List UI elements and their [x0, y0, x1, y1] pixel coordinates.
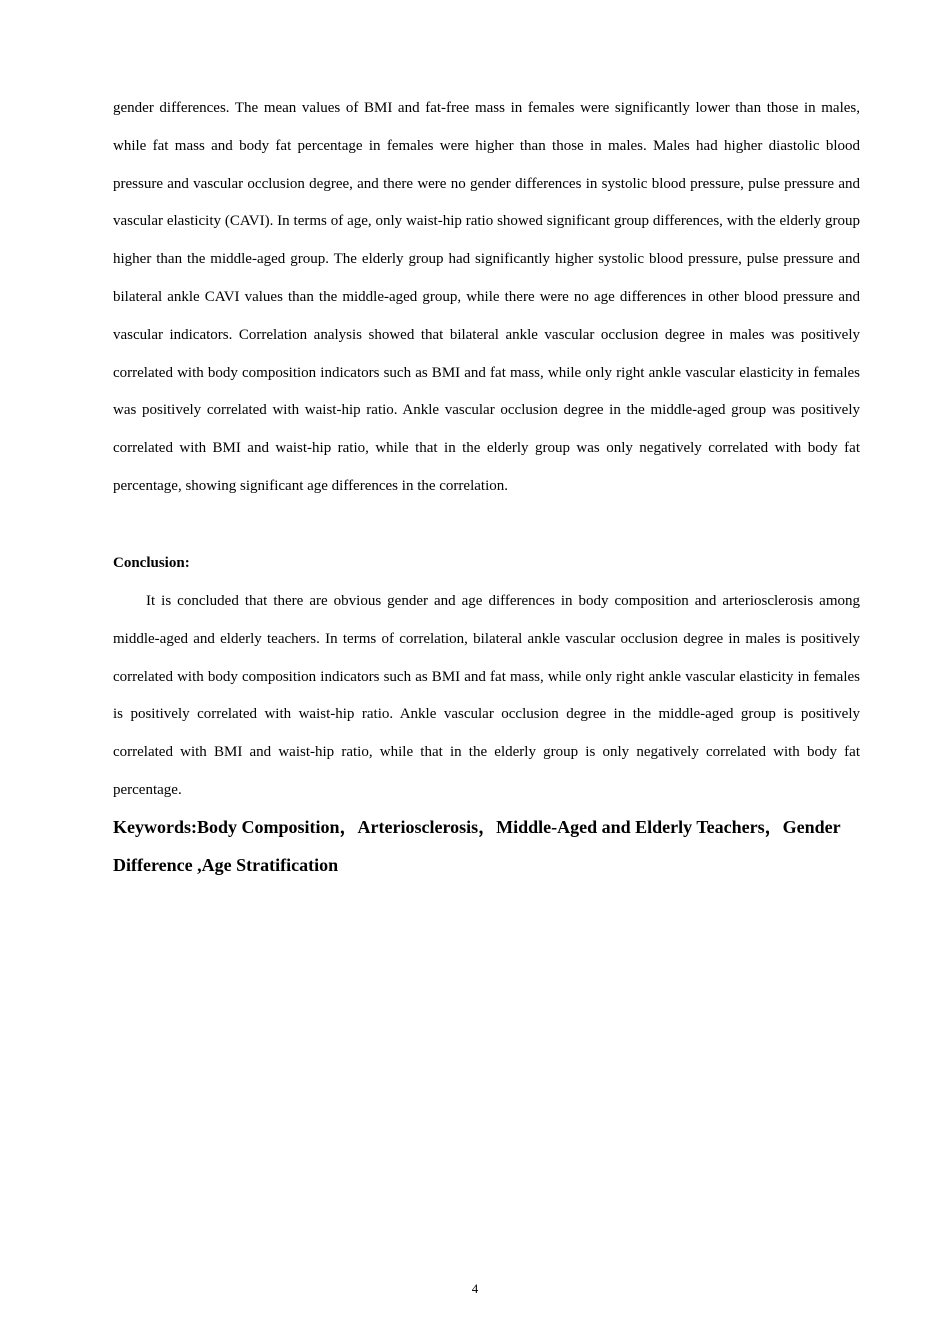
conclusion-paragraph: It is concluded that there are obvious gender and age differences in body composition and arteriosclerosis among middle-aged and elderly teachers. In terms of correlation, bilateral ankle vascular occlusion degree in males is positively correlated with body composition indicators such as BMI and fat mass, while only right ankle vascular elasticity in females is positively correlated with waist-hip ratio. Ankle vascular occlusion degree in the middle-aged group is positively correlated with BMI and waist-hip ratio, while that in the elderly group is only negatively correlated with body fat percentage. [113, 593, 860, 798]
page-number: 4 [471, 1281, 479, 1296]
keywords-line: Keywords:Body Composition，Arteriosclerosis，Middle-Aged and Elderly Teachers，Gender Difference ,Age Stratification [113, 817, 841, 875]
results-paragraph: gender differences. The mean values of BMI and fat-free mass in females were significantly lower than those in males, while fat mass and body fat percentage in females were higher than those in males. Males had higher diastolic blood pressure and vascular occlusion degree, and there were no gender differences in systolic blood pressure, pulse pressure and vascular elasticity (CAVI). In terms of age, only waist-hip ratio showed significant group differences, with the elderly group higher than the middle-aged group. The elderly group had significantly higher systolic blood pressure, pulse pressure and bilateral ankle CAVI values than the middle-aged group, while there were no age differences in other blood pressure and vascular indicators. Correlation analysis showed that bilateral ankle vascular occlusion degree in males was positively correlated with body composition indicators such as BMI and fat mass, while only right ankle vascular elasticity in females was positively correlated with waist-hip ratio. Ankle vascular occlusion degree in the middle-aged group was positively correlated with BMI and waist-hip ratio, while that in the elderly group was only negatively correlated with body fat percentage, showing significant age differences in the correlation. [113, 100, 860, 494]
conclusion-heading: Conclusion: [113, 555, 190, 571]
